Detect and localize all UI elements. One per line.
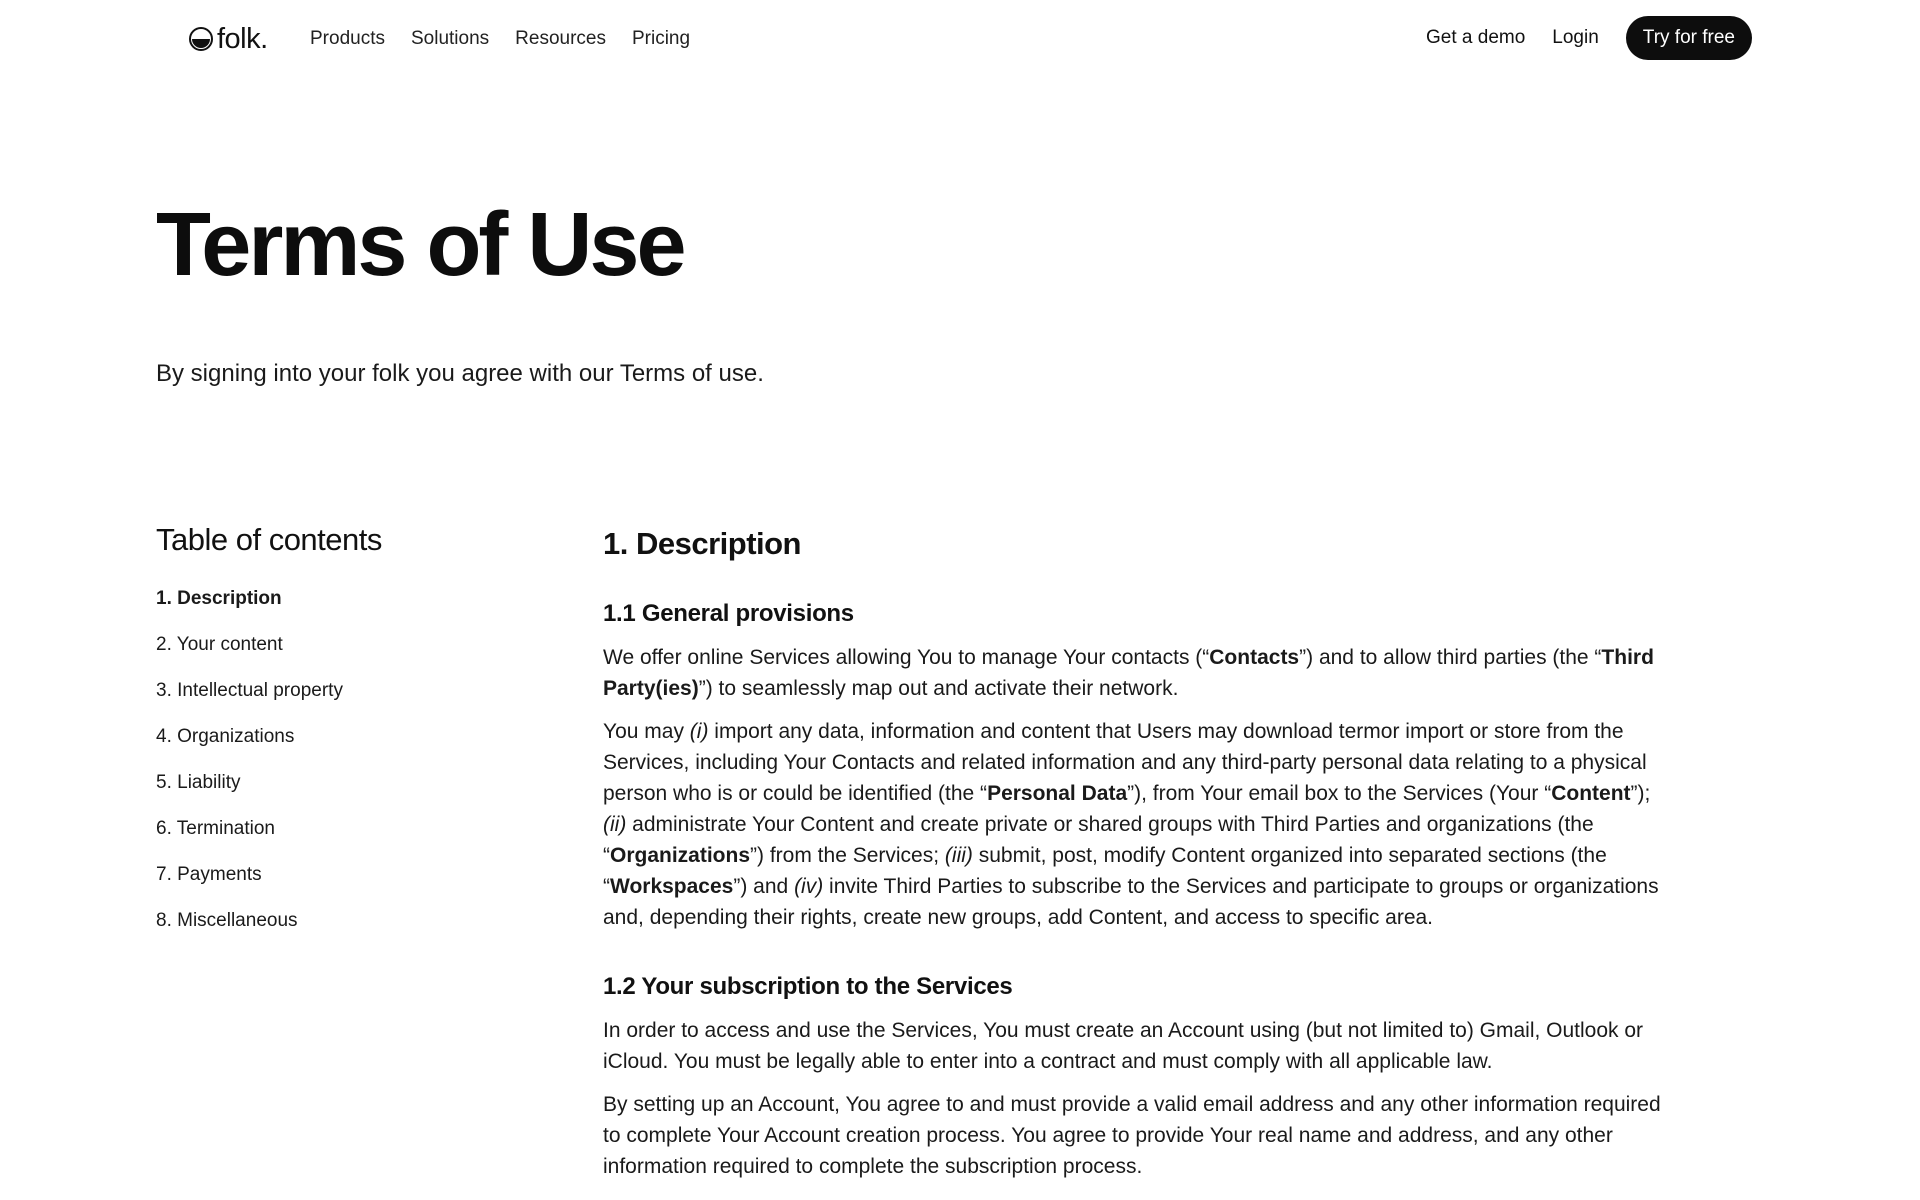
paragraph-services-overview: We offer online Services allowing You to manage Your contacts (“Contacts”) and to allow third parties (the “Third Party(ies)”) to seamlessly map out and activate their network. <box>603 646 1654 700</box>
page-title: Terms of Use <box>156 195 684 295</box>
toc-item-intellectual-property[interactable]: 3. Intellectual property <box>156 680 343 701</box>
term-content: Content <box>1551 782 1631 805</box>
toc-item-miscellaneous[interactable]: 8. Miscellaneous <box>156 910 298 931</box>
nav-pricing-link[interactable]: Pricing <box>631 28 691 49</box>
page-subtitle: By signing into your folk you agree with our Terms of use. <box>156 360 764 387</box>
toc-title: Table of contents <box>156 522 382 557</box>
paragraph-account-setup: By setting up an Account, You agree to and must provide a valid email address and any other information required to complete Your Account creation process. You agree to provide Your real name and address, and any other information required to complete the subscription process. <box>603 1093 1661 1178</box>
term-third-parties: Third Party(ies) <box>603 646 1654 700</box>
nav-solutions-link[interactable]: Solutions <box>410 28 490 49</box>
toc-item-organizations[interactable]: 4. Organizations <box>156 726 295 747</box>
subsection-heading-general-provisions: 1.1 General provisions <box>603 600 854 627</box>
nav-actions <box>1426 16 1752 60</box>
section-heading-description: 1. Description <box>603 526 801 561</box>
nav-resources-link[interactable]: Resources <box>515 28 606 49</box>
toc-item-description[interactable]: 1. Description <box>156 588 282 609</box>
subsection-heading-subscription: 1.2 Your subscription to the Services <box>603 973 1013 1000</box>
folk-logo[interactable] <box>188 24 268 54</box>
toc-item-termination[interactable]: 6. Termination <box>156 818 275 839</box>
table-of-contents <box>156 516 536 944</box>
toc-item-payments[interactable]: 7. Payments <box>156 864 262 885</box>
toc-list <box>156 576 536 944</box>
get-demo-link[interactable]: Get a demo <box>1426 27 1526 48</box>
toc-item-liability[interactable]: 5. Liability <box>156 772 241 793</box>
toc-item-your-content[interactable]: 2. Your content <box>156 634 283 655</box>
term-personal-data: Personal Data <box>987 782 1128 805</box>
nav-products-link[interactable]: Products <box>310 28 385 49</box>
folk-logo-text: folk. <box>217 23 268 55</box>
login-link[interactable]: Login <box>1552 27 1599 48</box>
folk-logo-icon <box>188 26 214 52</box>
term-organizations: Organizations <box>610 844 751 867</box>
terms-content <box>603 516 1673 1194</box>
try-for-free-button[interactable]: Try for free <box>1626 16 1752 60</box>
term-workspaces: Workspaces <box>610 875 734 898</box>
main-menu <box>310 24 690 54</box>
paragraph-account-requirement: In order to access and use the Services, You must create an Account using (but not limited to) Gmail, Outlook or iCloud. You must be legally able to enter into a contract and must comply with all applicable law. <box>603 1019 1644 1073</box>
paragraph-user-capabilities: You may (i) import any data, information and content that Users may download termor import or store from the Services, including Your Contacts and related information and any third-party personal data relating to a physical person who is or could be identified (the “Personal Data”), from Your email box to the Services (Your “Content”); (ii) administrate Your Content and create private or shared groups with Third Parties and organizations (the “Organizations”) from the Services; (iii) submit, post, modify Content organized into separated sections (the “Workspaces”) and (iv) invite Third Parties to subscribe to the Services and participate to groups or organizations and, depending their rights, create new groups, add Content, and access to specific area. <box>603 720 1659 929</box>
top-navigation <box>0 0 1920 78</box>
term-contacts: Contacts <box>1209 646 1300 669</box>
